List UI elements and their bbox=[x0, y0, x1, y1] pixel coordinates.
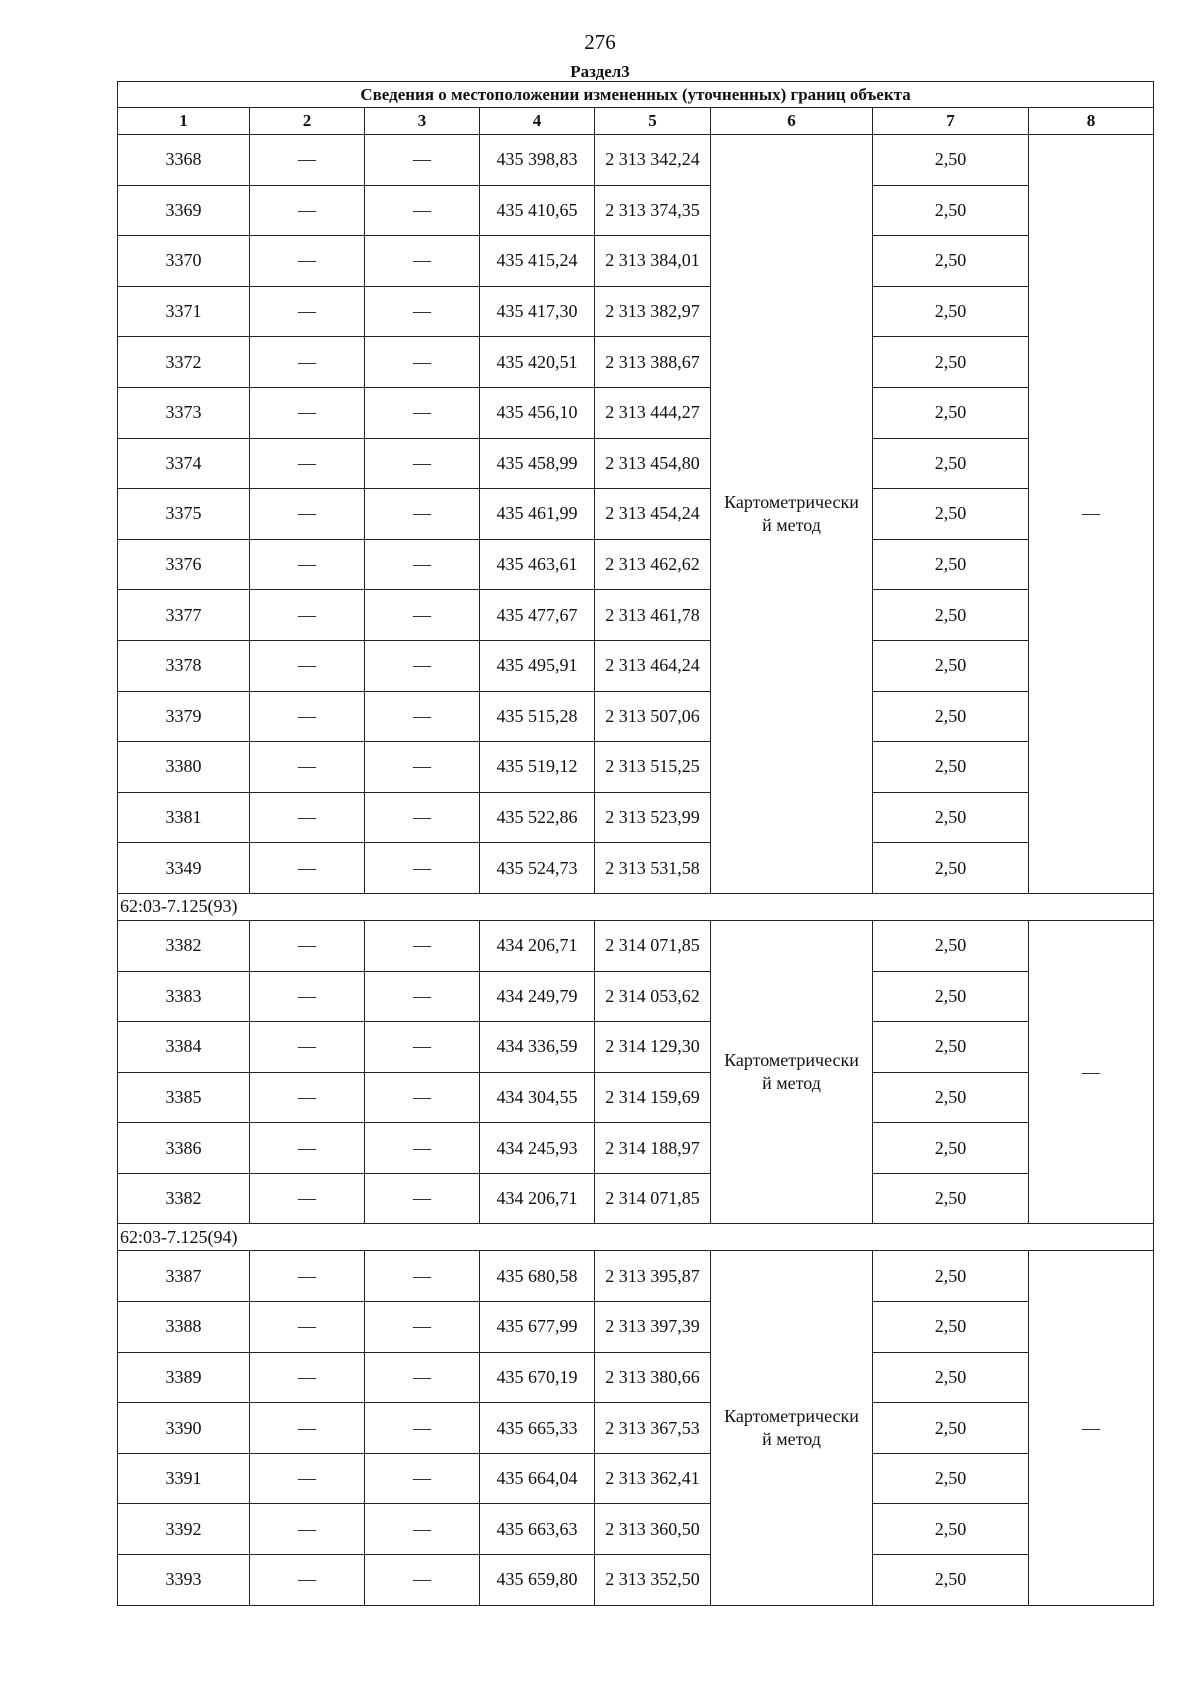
point-number: 3392 bbox=[118, 1504, 250, 1555]
column-2-value: — bbox=[250, 691, 365, 742]
point-number: 3380 bbox=[118, 742, 250, 793]
table-row bbox=[118, 843, 1154, 894]
column-3-value: — bbox=[365, 691, 480, 742]
y-coordinate: 2 313 382,97 bbox=[595, 286, 711, 337]
table-row bbox=[118, 1123, 1154, 1174]
y-coordinate: 2 313 395,87 bbox=[595, 1251, 711, 1302]
y-coordinate: 2 314 129,30 bbox=[595, 1022, 711, 1073]
method-line-2: й метод bbox=[762, 514, 821, 535]
table-row bbox=[118, 1173, 1154, 1224]
y-coordinate: 2 313 374,35 bbox=[595, 185, 711, 236]
x-coordinate: 434 336,59 bbox=[480, 1022, 595, 1073]
y-coordinate: 2 313 388,67 bbox=[595, 337, 711, 388]
table-row bbox=[118, 539, 1154, 590]
column-3-value: — bbox=[365, 337, 480, 388]
column-2-value: — bbox=[250, 1504, 365, 1555]
column-2-value: — bbox=[250, 640, 365, 691]
column-header-4: 4 bbox=[480, 108, 595, 135]
column-3-value: — bbox=[365, 920, 480, 971]
x-coordinate: 435 664,04 bbox=[480, 1453, 595, 1504]
accuracy-value: 2,50 bbox=[873, 489, 1029, 540]
column-3-value: — bbox=[365, 590, 480, 641]
accuracy-value: 2,50 bbox=[873, 1251, 1029, 1302]
table-row bbox=[118, 1302, 1154, 1353]
column-2-value: — bbox=[250, 185, 365, 236]
y-coordinate: 2 314 053,62 bbox=[595, 971, 711, 1022]
x-coordinate: 434 249,79 bbox=[480, 971, 595, 1022]
column-3-value: — bbox=[365, 438, 480, 489]
x-coordinate: 435 415,24 bbox=[480, 236, 595, 287]
column-header-6: 6 bbox=[711, 108, 873, 135]
accuracy-value: 2,50 bbox=[873, 1022, 1029, 1073]
accuracy-value: 2,50 bbox=[873, 286, 1029, 337]
column-3-value: — bbox=[365, 742, 480, 793]
table-row bbox=[118, 1251, 1154, 1302]
x-coordinate: 434 304,55 bbox=[480, 1072, 595, 1123]
column-2-value: — bbox=[250, 920, 365, 971]
accuracy-value: 2,50 bbox=[873, 438, 1029, 489]
accuracy-value: 2,50 bbox=[873, 1173, 1029, 1224]
column-header-2: 2 bbox=[250, 108, 365, 135]
column-3-value: — bbox=[365, 1352, 480, 1403]
point-number: 3386 bbox=[118, 1123, 250, 1174]
x-coordinate: 435 524,73 bbox=[480, 843, 595, 894]
point-number: 3390 bbox=[118, 1403, 250, 1454]
accuracy-value: 2,50 bbox=[873, 843, 1029, 894]
method-line-1: Картометрически bbox=[724, 491, 859, 512]
x-coordinate: 435 663,63 bbox=[480, 1504, 595, 1555]
y-coordinate: 2 313 397,39 bbox=[595, 1302, 711, 1353]
boundary-points-table bbox=[117, 81, 1154, 1606]
column-2-value: — bbox=[250, 843, 365, 894]
column-3-value: — bbox=[365, 1251, 480, 1302]
column-header-1: 1 bbox=[118, 108, 250, 135]
column-2-value: — bbox=[250, 1173, 365, 1224]
y-coordinate: 2 314 071,85 bbox=[595, 1173, 711, 1224]
column-2-value: — bbox=[250, 135, 365, 186]
y-coordinate: 2 314 071,85 bbox=[595, 920, 711, 971]
y-coordinate: 2 313 380,66 bbox=[595, 1352, 711, 1403]
x-coordinate: 434 245,93 bbox=[480, 1123, 595, 1174]
column-2-value: — bbox=[250, 1251, 365, 1302]
column-3-value: — bbox=[365, 1173, 480, 1224]
page-number: 276 bbox=[584, 30, 616, 54]
x-coordinate: 435 659,80 bbox=[480, 1555, 595, 1606]
parcel-group-header bbox=[118, 1224, 1154, 1251]
column-3-value: — bbox=[365, 640, 480, 691]
table-row bbox=[118, 1403, 1154, 1454]
parcel-group-header bbox=[118, 893, 1154, 920]
column-header-7: 7 bbox=[873, 108, 1029, 135]
point-number: 3381 bbox=[118, 792, 250, 843]
table-row bbox=[118, 1022, 1154, 1073]
point-number: 3375 bbox=[118, 489, 250, 540]
table-row bbox=[118, 640, 1154, 691]
x-coordinate: 435 417,30 bbox=[480, 286, 595, 337]
accuracy-value: 2,50 bbox=[873, 1123, 1029, 1174]
point-number: 3349 bbox=[118, 843, 250, 894]
column-3-value: — bbox=[365, 1555, 480, 1606]
point-number: 3389 bbox=[118, 1352, 250, 1403]
x-coordinate: 435 410,65 bbox=[480, 185, 595, 236]
x-coordinate: 435 677,99 bbox=[480, 1302, 595, 1353]
accuracy-value: 2,50 bbox=[873, 387, 1029, 438]
column-3-value: — bbox=[365, 236, 480, 287]
column-3-value: — bbox=[365, 1453, 480, 1504]
table-caption: Сведения о местоположении измененных (уточненных) границ объекта bbox=[118, 82, 1154, 108]
table-body bbox=[118, 135, 1154, 1606]
table-row bbox=[118, 387, 1154, 438]
point-number: 3393 bbox=[118, 1555, 250, 1606]
column-2-value: — bbox=[250, 387, 365, 438]
column-2-value: — bbox=[250, 792, 365, 843]
column-2-value: — bbox=[250, 438, 365, 489]
y-coordinate: 2 313 367,53 bbox=[595, 1403, 711, 1454]
table-row bbox=[118, 185, 1154, 236]
y-coordinate: 2 313 531,58 bbox=[595, 843, 711, 894]
column-2-value: — bbox=[250, 1302, 365, 1353]
method-line-1: Картометрически bbox=[724, 1050, 859, 1071]
point-number: 3369 bbox=[118, 185, 250, 236]
y-coordinate: 2 313 507,06 bbox=[595, 691, 711, 742]
x-coordinate: 435 495,91 bbox=[480, 640, 595, 691]
column-2-value: — bbox=[250, 337, 365, 388]
x-coordinate: 434 206,71 bbox=[480, 920, 595, 971]
y-coordinate: 2 313 454,80 bbox=[595, 438, 711, 489]
point-number: 3368 bbox=[118, 135, 250, 186]
column-3-value: — bbox=[365, 792, 480, 843]
column-2-value: — bbox=[250, 1453, 365, 1504]
accuracy-value: 2,50 bbox=[873, 1302, 1029, 1353]
table-row bbox=[118, 337, 1154, 388]
column-header-5: 5 bbox=[595, 108, 711, 135]
method-line-2: й метод bbox=[762, 1429, 821, 1450]
table-row bbox=[118, 920, 1154, 971]
column-header-8: 8 bbox=[1029, 108, 1154, 135]
column-header-3: 3 bbox=[365, 108, 480, 135]
x-coordinate: 435 456,10 bbox=[480, 387, 595, 438]
table-row bbox=[118, 489, 1154, 540]
point-number: 3372 bbox=[118, 337, 250, 388]
table-row bbox=[118, 135, 1154, 186]
point-number: 3382 bbox=[118, 1173, 250, 1224]
column-2-value: — bbox=[250, 489, 365, 540]
method-line-2: й метод bbox=[762, 1073, 821, 1094]
parcel-label: 62:03-7.125(94) bbox=[118, 1224, 1154, 1251]
accuracy-value: 2,50 bbox=[873, 185, 1029, 236]
column-8-value: — bbox=[1029, 1251, 1154, 1605]
point-number: 3387 bbox=[118, 1251, 250, 1302]
section-title: Раздел3 bbox=[570, 62, 630, 81]
point-number: 3379 bbox=[118, 691, 250, 742]
point-number: 3370 bbox=[118, 236, 250, 287]
point-number: 3377 bbox=[118, 590, 250, 641]
accuracy-value: 2,50 bbox=[873, 337, 1029, 388]
x-coordinate: 434 206,71 bbox=[480, 1173, 595, 1224]
table-row bbox=[118, 286, 1154, 337]
parcel-label: 62:03-7.125(93) bbox=[118, 893, 1154, 920]
table-row bbox=[118, 1504, 1154, 1555]
x-coordinate: 435 477,67 bbox=[480, 590, 595, 641]
accuracy-value: 2,50 bbox=[873, 742, 1029, 793]
point-number: 3374 bbox=[118, 438, 250, 489]
table-row bbox=[118, 1352, 1154, 1403]
column-3-value: — bbox=[365, 387, 480, 438]
accuracy-value: 2,50 bbox=[873, 640, 1029, 691]
column-3-value: — bbox=[365, 843, 480, 894]
y-coordinate: 2 313 384,01 bbox=[595, 236, 711, 287]
y-coordinate: 2 313 462,62 bbox=[595, 539, 711, 590]
table-row bbox=[118, 1555, 1154, 1606]
accuracy-value: 2,50 bbox=[873, 1453, 1029, 1504]
column-8-value: — bbox=[1029, 920, 1154, 1224]
table-row bbox=[118, 971, 1154, 1022]
method-cell bbox=[711, 135, 873, 894]
table-row bbox=[118, 438, 1154, 489]
x-coordinate: 435 519,12 bbox=[480, 742, 595, 793]
x-coordinate: 435 458,99 bbox=[480, 438, 595, 489]
accuracy-value: 2,50 bbox=[873, 1072, 1029, 1123]
y-coordinate: 2 313 342,24 bbox=[595, 135, 711, 186]
table-row bbox=[118, 236, 1154, 287]
method-line-1: Картометрически bbox=[724, 1406, 859, 1427]
column-2-value: — bbox=[250, 1022, 365, 1073]
column-2-value: — bbox=[250, 1555, 365, 1606]
column-3-value: — bbox=[365, 1022, 480, 1073]
column-3-value: — bbox=[365, 286, 480, 337]
point-number: 3383 bbox=[118, 971, 250, 1022]
y-coordinate: 2 314 188,97 bbox=[595, 1123, 711, 1174]
column-2-value: — bbox=[250, 539, 365, 590]
x-coordinate: 435 665,33 bbox=[480, 1403, 595, 1454]
point-number: 3388 bbox=[118, 1302, 250, 1353]
accuracy-value: 2,50 bbox=[873, 1403, 1029, 1454]
column-3-value: — bbox=[365, 1504, 480, 1555]
point-number: 3371 bbox=[118, 286, 250, 337]
column-2-value: — bbox=[250, 1123, 365, 1174]
accuracy-value: 2,50 bbox=[873, 1352, 1029, 1403]
y-coordinate: 2 313 360,50 bbox=[595, 1504, 711, 1555]
accuracy-value: 2,50 bbox=[873, 691, 1029, 742]
table-row bbox=[118, 1453, 1154, 1504]
x-coordinate: 435 515,28 bbox=[480, 691, 595, 742]
column-3-value: — bbox=[365, 1123, 480, 1174]
accuracy-value: 2,50 bbox=[873, 1555, 1029, 1606]
point-number: 3378 bbox=[118, 640, 250, 691]
column-3-value: — bbox=[365, 135, 480, 186]
point-number: 3382 bbox=[118, 920, 250, 971]
column-2-value: — bbox=[250, 742, 365, 793]
column-2-value: — bbox=[250, 236, 365, 287]
table-row bbox=[118, 742, 1154, 793]
x-coordinate: 435 461,99 bbox=[480, 489, 595, 540]
accuracy-value: 2,50 bbox=[873, 236, 1029, 287]
point-number: 3376 bbox=[118, 539, 250, 590]
y-coordinate: 2 313 444,27 bbox=[595, 387, 711, 438]
y-coordinate: 2 313 523,99 bbox=[595, 792, 711, 843]
column-3-value: — bbox=[365, 1403, 480, 1454]
x-coordinate: 435 463,61 bbox=[480, 539, 595, 590]
accuracy-value: 2,50 bbox=[873, 971, 1029, 1022]
column-3-value: — bbox=[365, 489, 480, 540]
x-coordinate: 435 670,19 bbox=[480, 1352, 595, 1403]
y-coordinate: 2 313 454,24 bbox=[595, 489, 711, 540]
table-row bbox=[118, 792, 1154, 843]
method-cell bbox=[711, 920, 873, 1224]
column-3-value: — bbox=[365, 539, 480, 590]
column-3-value: — bbox=[365, 185, 480, 236]
y-coordinate: 2 314 159,69 bbox=[595, 1072, 711, 1123]
point-number: 3373 bbox=[118, 387, 250, 438]
table-row bbox=[118, 691, 1154, 742]
x-coordinate: 435 522,86 bbox=[480, 792, 595, 843]
column-3-value: — bbox=[365, 971, 480, 1022]
method-cell bbox=[711, 1251, 873, 1605]
column-3-value: — bbox=[365, 1302, 480, 1353]
accuracy-value: 2,50 bbox=[873, 135, 1029, 186]
accuracy-value: 2,50 bbox=[873, 590, 1029, 641]
point-number: 3384 bbox=[118, 1022, 250, 1073]
column-3-value: — bbox=[365, 1072, 480, 1123]
column-2-value: — bbox=[250, 1403, 365, 1454]
column-2-value: — bbox=[250, 971, 365, 1022]
accuracy-value: 2,50 bbox=[873, 920, 1029, 971]
y-coordinate: 2 313 464,24 bbox=[595, 640, 711, 691]
column-2-value: — bbox=[250, 286, 365, 337]
y-coordinate: 2 313 515,25 bbox=[595, 742, 711, 793]
table-row bbox=[118, 1072, 1154, 1123]
y-coordinate: 2 313 352,50 bbox=[595, 1555, 711, 1606]
y-coordinate: 2 313 362,41 bbox=[595, 1453, 711, 1504]
accuracy-value: 2,50 bbox=[873, 1504, 1029, 1555]
y-coordinate: 2 313 461,78 bbox=[595, 590, 711, 641]
x-coordinate: 435 398,83 bbox=[480, 135, 595, 186]
point-number: 3385 bbox=[118, 1072, 250, 1123]
accuracy-value: 2,50 bbox=[873, 792, 1029, 843]
accuracy-value: 2,50 bbox=[873, 539, 1029, 590]
table-row bbox=[118, 590, 1154, 641]
x-coordinate: 435 420,51 bbox=[480, 337, 595, 388]
column-2-value: — bbox=[250, 590, 365, 641]
column-2-value: — bbox=[250, 1352, 365, 1403]
column-2-value: — bbox=[250, 1072, 365, 1123]
point-number: 3391 bbox=[118, 1453, 250, 1504]
x-coordinate: 435 680,58 bbox=[480, 1251, 595, 1302]
column-8-value: — bbox=[1029, 135, 1154, 894]
